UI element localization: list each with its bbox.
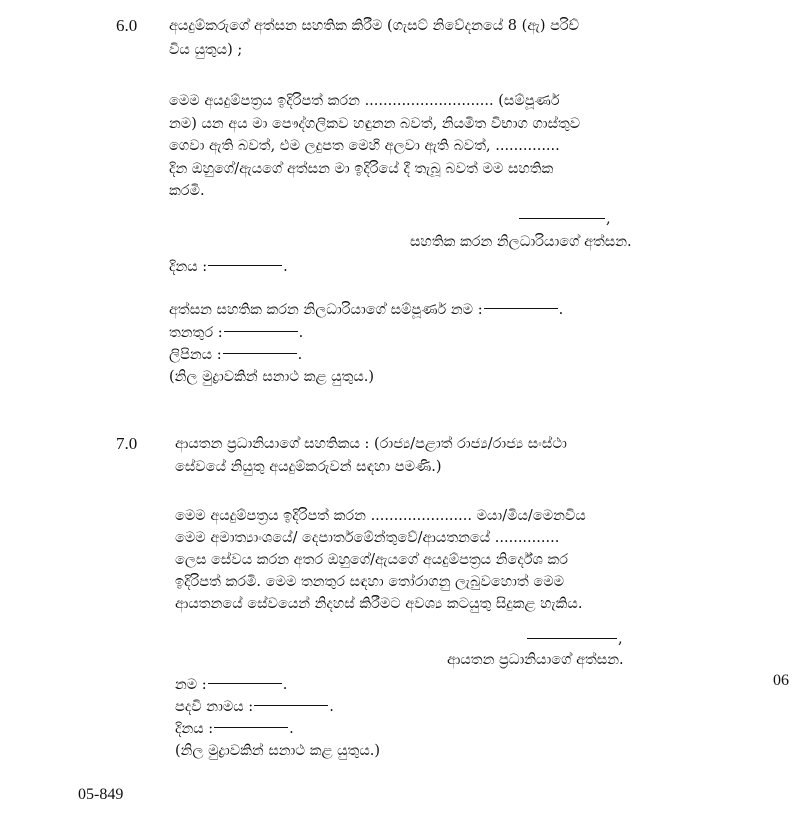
section-7-date-label: දිනය : — [175, 721, 214, 737]
section-6-para-line: මෙම අයදුම්පත්‍රය ඉදිරිපත් කරන ............................ (සම්පූර්ණ — [169, 93, 560, 109]
section-7-para-line: මෙම අමාත්‍යාංශයේ/ දෙපාර්තමේන්තුවේ/ආයතනයේ .............. — [175, 530, 560, 546]
section-7-para-line: ඉදිරිපත් කරමි. මෙම තනතුර සඳහා තෝරාගනු ලැබුවහොත් මෙම — [175, 574, 565, 590]
section-7-signature-line — [527, 638, 617, 639]
section-7-para-line: ලෙස සේවය කරන අතර ඔහුගේ/ඇයගේ අයදුම්පත්‍රය නිර්දේශ කර — [175, 552, 569, 568]
section-7-heading-line2: සේවයේ නියුතු අයදුම්කරුවන් සඳහා පමණි.) — [175, 459, 442, 475]
section-6-heading-line1: අයදුම්කරුගේ අත්සන සහතික කිරීම (ගැසට් නිවේදනයේ 8 (ඇ) පරිච් — [169, 18, 580, 34]
section-6-date-blank — [208, 265, 282, 266]
section-6-seal-note: (නිල මුද්‍රාවකින් සනාථ කළ යුතුය.) — [169, 369, 375, 385]
section-6-designation-label: තනතුර : — [169, 325, 223, 341]
section-6-para-line: කරමි. — [169, 183, 205, 199]
section-6-signature-line — [519, 218, 605, 219]
section-6-signature-comma: , — [606, 211, 611, 227]
section-7-para-line: ආයතනයේ සේවයෙන් නිදහස් කිරීමට අවශ්‍ය කටයුතු සිදුකළ හැකිය. — [175, 596, 583, 612]
section-7-heading-line1: ආයතන ප්‍රධානියාගේ සහතිකය : (රාජ්‍ය/පළාත් රාජ්‍ය/රාජ්‍ය සංස්ථා — [175, 436, 567, 452]
section-7-post-label: පදවි නාමය : — [175, 699, 254, 715]
section-7-name-blank — [208, 683, 282, 684]
section-6-address-label: ලිපිනය : — [169, 347, 222, 363]
section-6-address-blank — [223, 353, 297, 354]
section-6-address-field: ලිපිනය : . — [169, 347, 303, 363]
section-6-para-line: දින ඔහුගේ/ඇයගේ අත්සන මා ඉදිරියේ දී තැබූ බවත් මම සහතික — [169, 161, 554, 177]
page-code: 05-849 — [78, 786, 124, 803]
section-6-date-label: දිනය : — [169, 259, 208, 275]
section-7-signature-comma: , — [618, 631, 623, 647]
section-6-number: 6.0 — [116, 16, 138, 35]
section-7-name-label: නම : — [175, 677, 207, 693]
section-6-designation-field: තනතුර : . — [169, 325, 304, 341]
section-7-date-field: දිනය : . — [175, 721, 294, 737]
section-7-para-line: මෙම අයදුම්පත්‍රය ඉදිරිපත් කරන ...................... මයා/මිය/මෙනවිය — [175, 508, 586, 524]
section-6-para-line: ගෙවා ඇති බවත්, එම ලදුපත මෙහි අලවා ඇති බවත්, .............. — [169, 138, 560, 154]
section-6-fullname-label: අත්සන සහතික කරන නිලධාරියාගේ සම්පූර්ණ නම : — [169, 302, 483, 318]
section-6-designation-blank — [224, 331, 298, 332]
section-7-number: 7.0 — [116, 434, 138, 453]
section-6-fullname-field: අත්සන සහතික කරන නිලධාරියාගේ සම්පූර්ණ නම : . — [169, 302, 564, 318]
section-7-post-blank — [254, 705, 328, 706]
section-7-name-field: නම : . — [175, 677, 288, 693]
section-6-para-line: නම) යන අය මා පෞද්ගලිකව හඳුනන බවත්, නියමිත විභාග ගාස්තුව — [169, 116, 581, 132]
section-7-date-blank — [214, 727, 288, 728]
section-7-signature-caption: ආයතන ප්‍රධානියාගේ අත්සන. — [447, 652, 624, 668]
section-6-fullname-blank — [484, 308, 558, 309]
section-6-heading-line2: විය යුතුය) ; — [169, 42, 243, 58]
section-7-seal-note: (නිල මුද්‍රාවකින් සනාථ කළ යුතුය.) — [175, 743, 381, 759]
section-6-date-field: දිනය : . — [169, 259, 288, 275]
side-page-number: 06 — [773, 672, 789, 689]
section-6-signature-caption: සහතික කරන නිලධාරියාගේ අත්සන. — [410, 234, 632, 250]
section-7-post-field: පදවි නාමය : . — [175, 699, 334, 715]
